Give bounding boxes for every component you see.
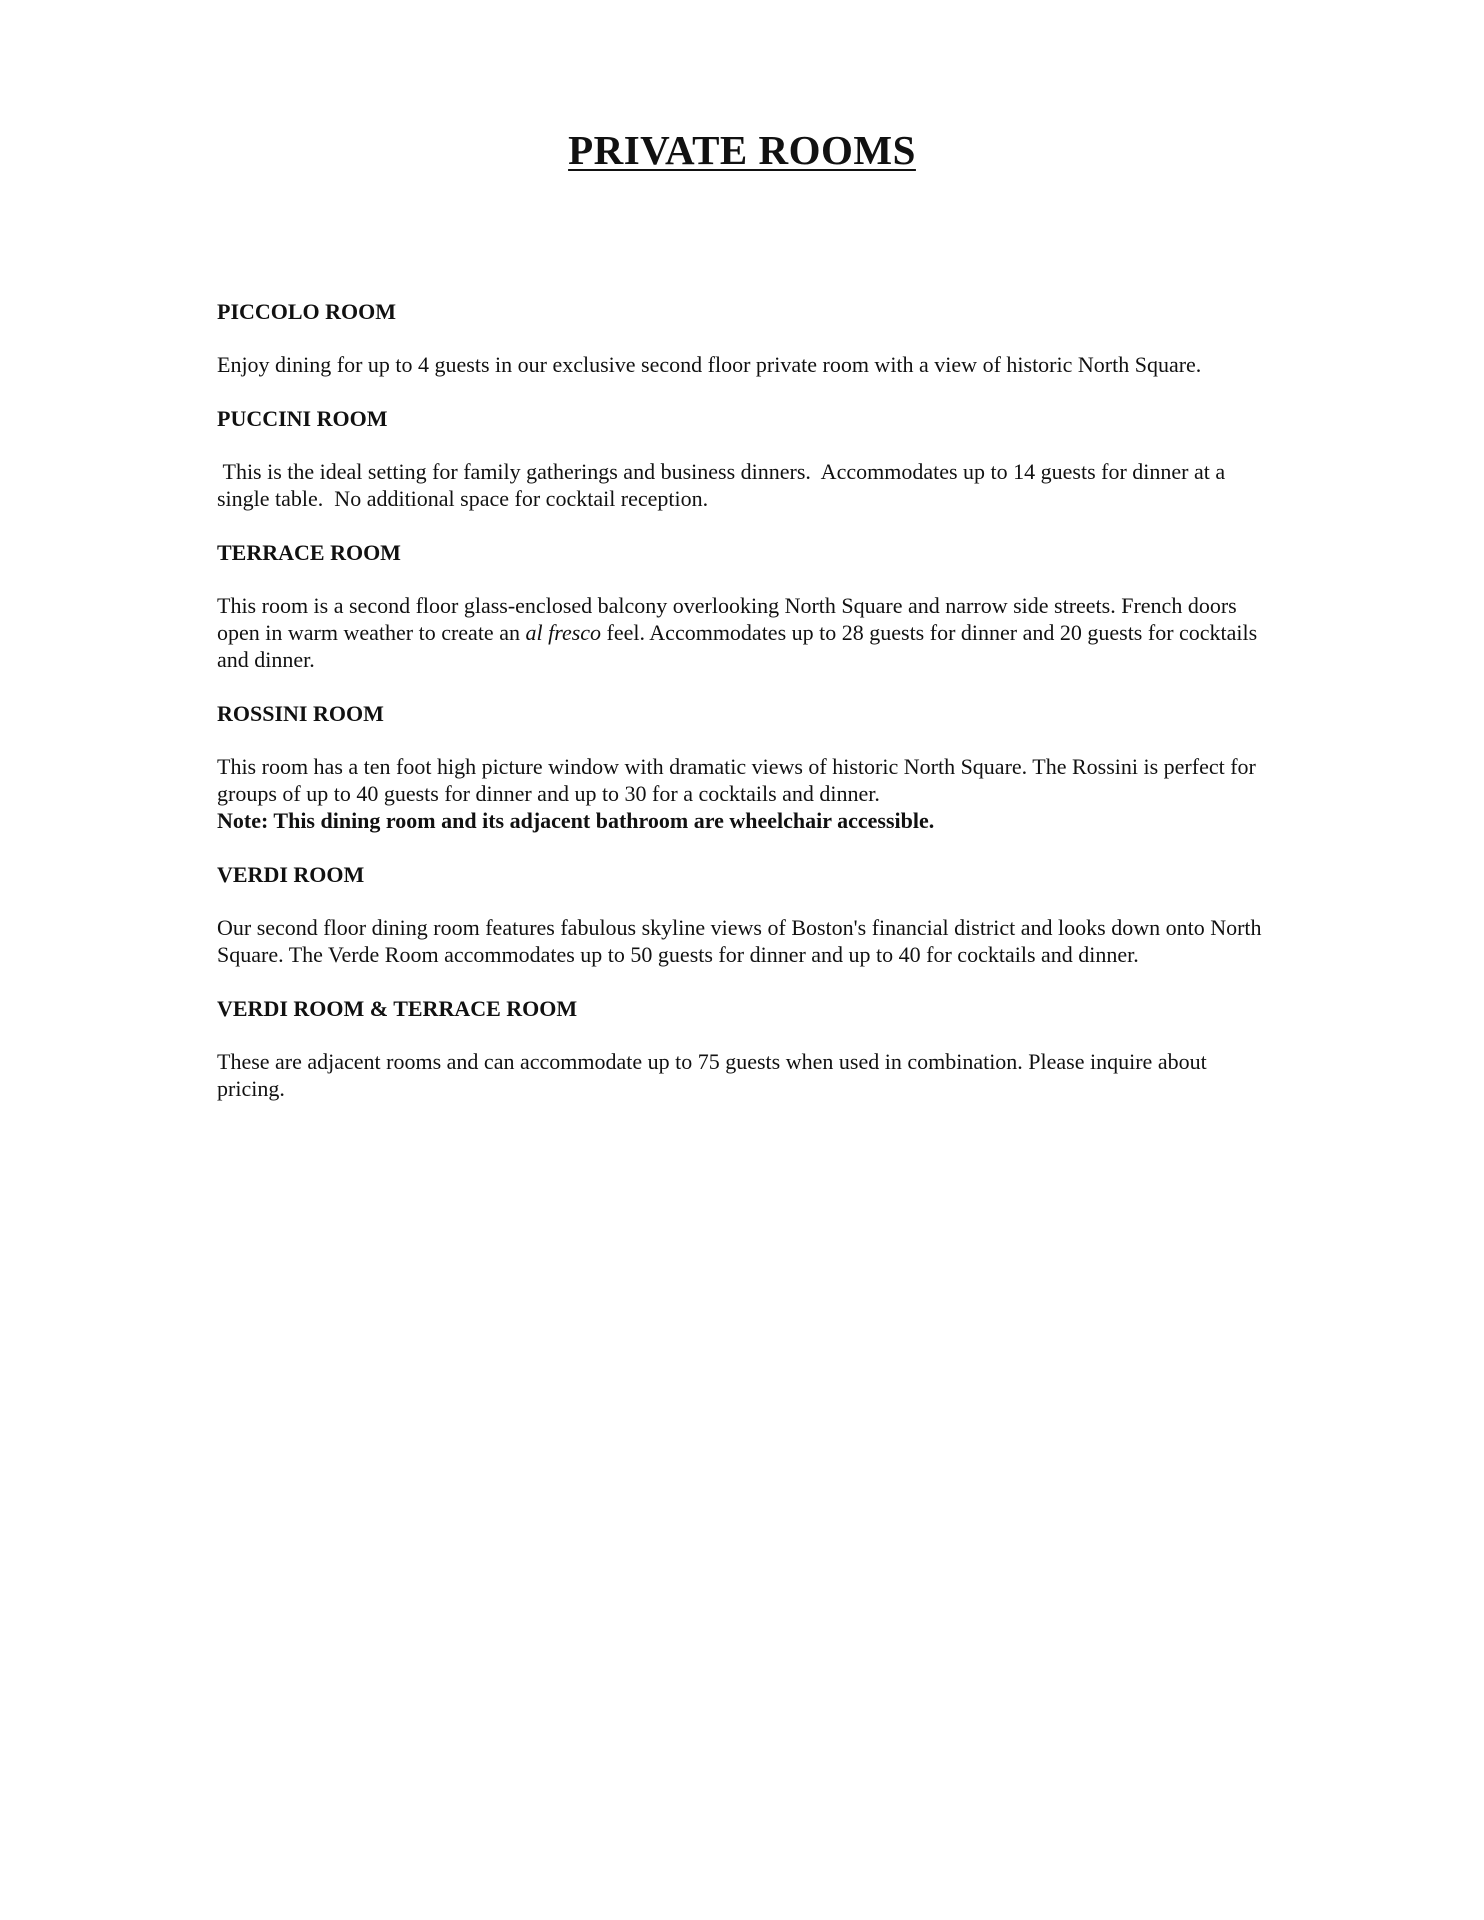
room-description (217, 592, 1277, 673)
room-section-verdi-terrace (217, 995, 1277, 1102)
room-description: Enjoy dining for up to 4 guests in our exclusive second floor private room with a view of historic North Square. (217, 352, 1202, 377)
room-description: These are adjacent rooms and can accommodate up to 75 guests when used in combination. Please inquire about pricing. (217, 1049, 1207, 1101)
accessibility-note: Note: This dining room and its adjacent bathroom are wheelchair accessible. (217, 808, 935, 833)
room-heading: VERDI ROOM (217, 862, 365, 887)
room-description-text: feel. Accommodates up to 28 guests for dinner and 20 guests for cocktails and dinner. (217, 620, 1258, 672)
room-heading: VERDI ROOM & TERRACE ROOM (217, 996, 578, 1021)
room-section-piccolo (217, 298, 1277, 378)
room-description-text: This room has a ten foot high picture window with dramatic views of historic North Square. The Rossini is perfect for groups of up to 40 guests for dinner and up to 30 for a cocktails and dinner. (217, 754, 1256, 806)
room-heading: ROSSINI ROOM (217, 701, 384, 726)
room-heading: PUCCINI ROOM (217, 406, 388, 431)
room-description (217, 753, 1277, 834)
room-section-rossini (217, 700, 1277, 834)
room-section-terrace (217, 539, 1277, 673)
room-section-verdi (217, 861, 1277, 968)
room-description: This is the ideal setting for family gatherings and business dinners. Accommodates up to 14 guests for dinner at a single table. No additional space for cocktail reception. (217, 459, 1231, 511)
page-title: PRIVATE ROOMS (568, 127, 916, 173)
rooms-list (217, 298, 1277, 1129)
room-description: Our second floor dining room features fabulous skyline views of Boston's financial district and looks down onto North Square. The Verde Room accommodates up to 50 guests for dinner and up to 40 for cocktails and dinner. (217, 915, 1262, 967)
italic-phrase: al fresco (525, 620, 602, 645)
room-description-text: This room is a second floor glass-enclosed balcony overlooking North Square and narrow side streets. French doors open in warm weather to create an (217, 593, 1237, 645)
room-section-puccini (217, 405, 1277, 512)
room-heading: TERRACE ROOM (217, 540, 401, 565)
room-heading: PICCOLO ROOM (217, 299, 397, 324)
